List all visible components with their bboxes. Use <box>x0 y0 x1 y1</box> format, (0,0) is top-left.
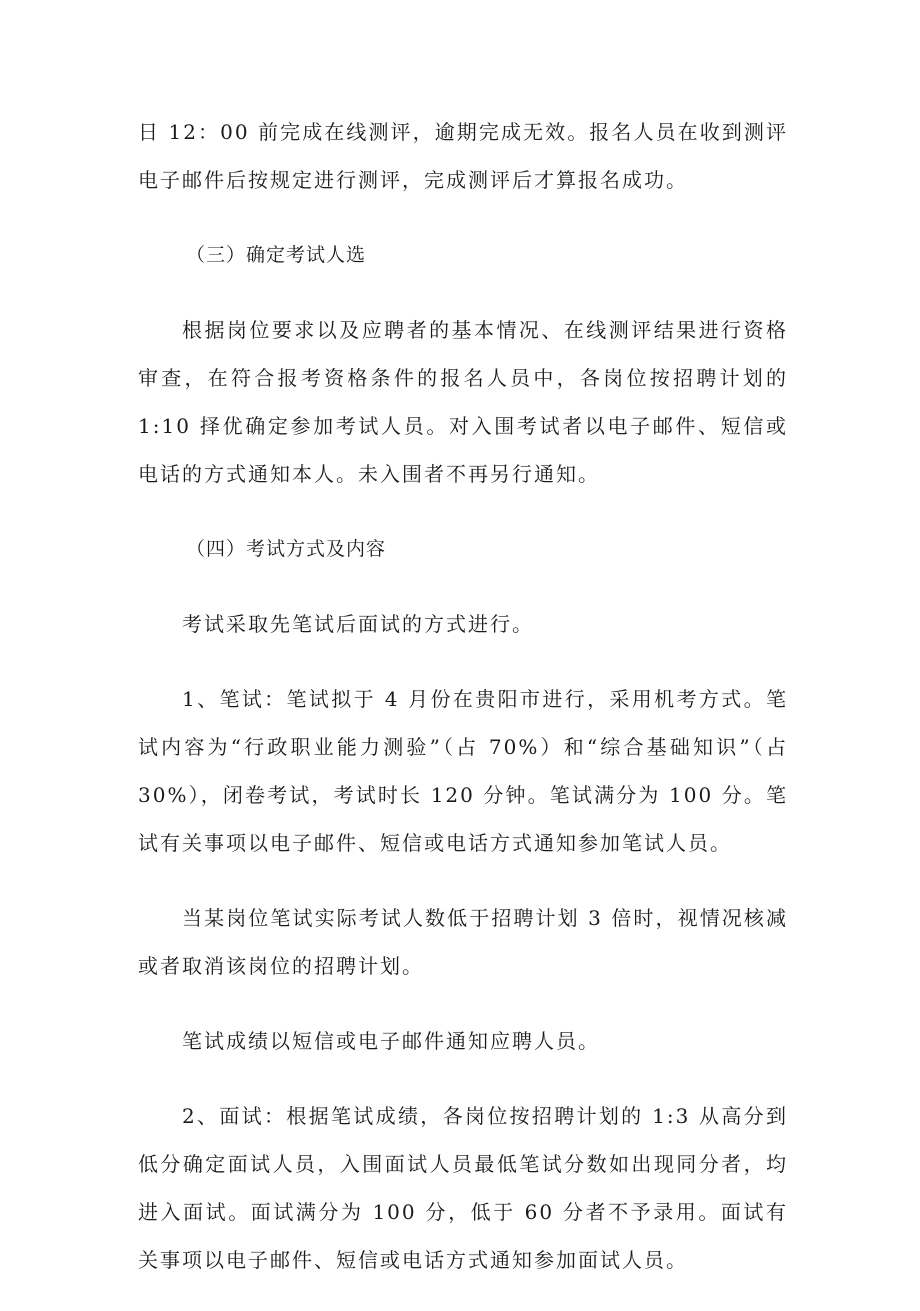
paragraph-online-test-deadline: 日 12：00 前完成在线测评，逾期完成无效。报名人员在收到测评电子邮件后按规定进行测评，完成测评后才算报名成功。 <box>138 120 788 192</box>
section-heading-exam-method: （四）考试方式及内容 <box>186 538 387 560</box>
paragraph-interview: 2、面试：根据笔试成绩，各岗位按招聘计划的 1:3 从高分到低分确定面试人员，入围面试人员最低笔试分数如出现同分者，均进入面试。面试满分为 100 分，低于 60 分者不予录用。面试有关事项以电子邮件、短信或电话方式通知参加面试人员。 <box>138 1104 788 1272</box>
paragraph-exam-ratio-rule: 当某岗位笔试实际考试人数低于招聘计划 3 倍时，视情况核减或者取消该岗位的招聘计划。 <box>138 906 788 978</box>
paragraph-written-exam: 1、笔试：笔试拟于 4 月份在贵阳市进行，采用机考方式。笔试内容为“行政职业能力测验”（占 70%）和“综合基础知识”（占 30%），闭卷考试，考试时长 120 分钟。笔试满分为 100 分。笔试有关事项以电子邮件、短信或电话方式通知参加笔试人员。 <box>138 687 788 855</box>
section-heading-determine-candidates: （三）确定考试人选 <box>186 244 367 266</box>
paragraph-exam-order: 考试采取先笔试后面试的方式进行。 <box>182 612 534 636</box>
paragraph-qualification-review: 根据岗位要求以及应聘者的基本情况、在线测评结果进行资格审查，在符合报考资格条件的报名人员中，各岗位按招聘计划的 1:10 择优确定参加考试人员。对入围考试者以电子邮件、短信或电话的方式通知本人。未入围者不再另行通知。 <box>138 318 788 486</box>
document-body <box>138 108 788 1311</box>
paragraph-score-notice: 笔试成绩以短信或电子邮件通知应聘人员。 <box>182 1029 600 1053</box>
